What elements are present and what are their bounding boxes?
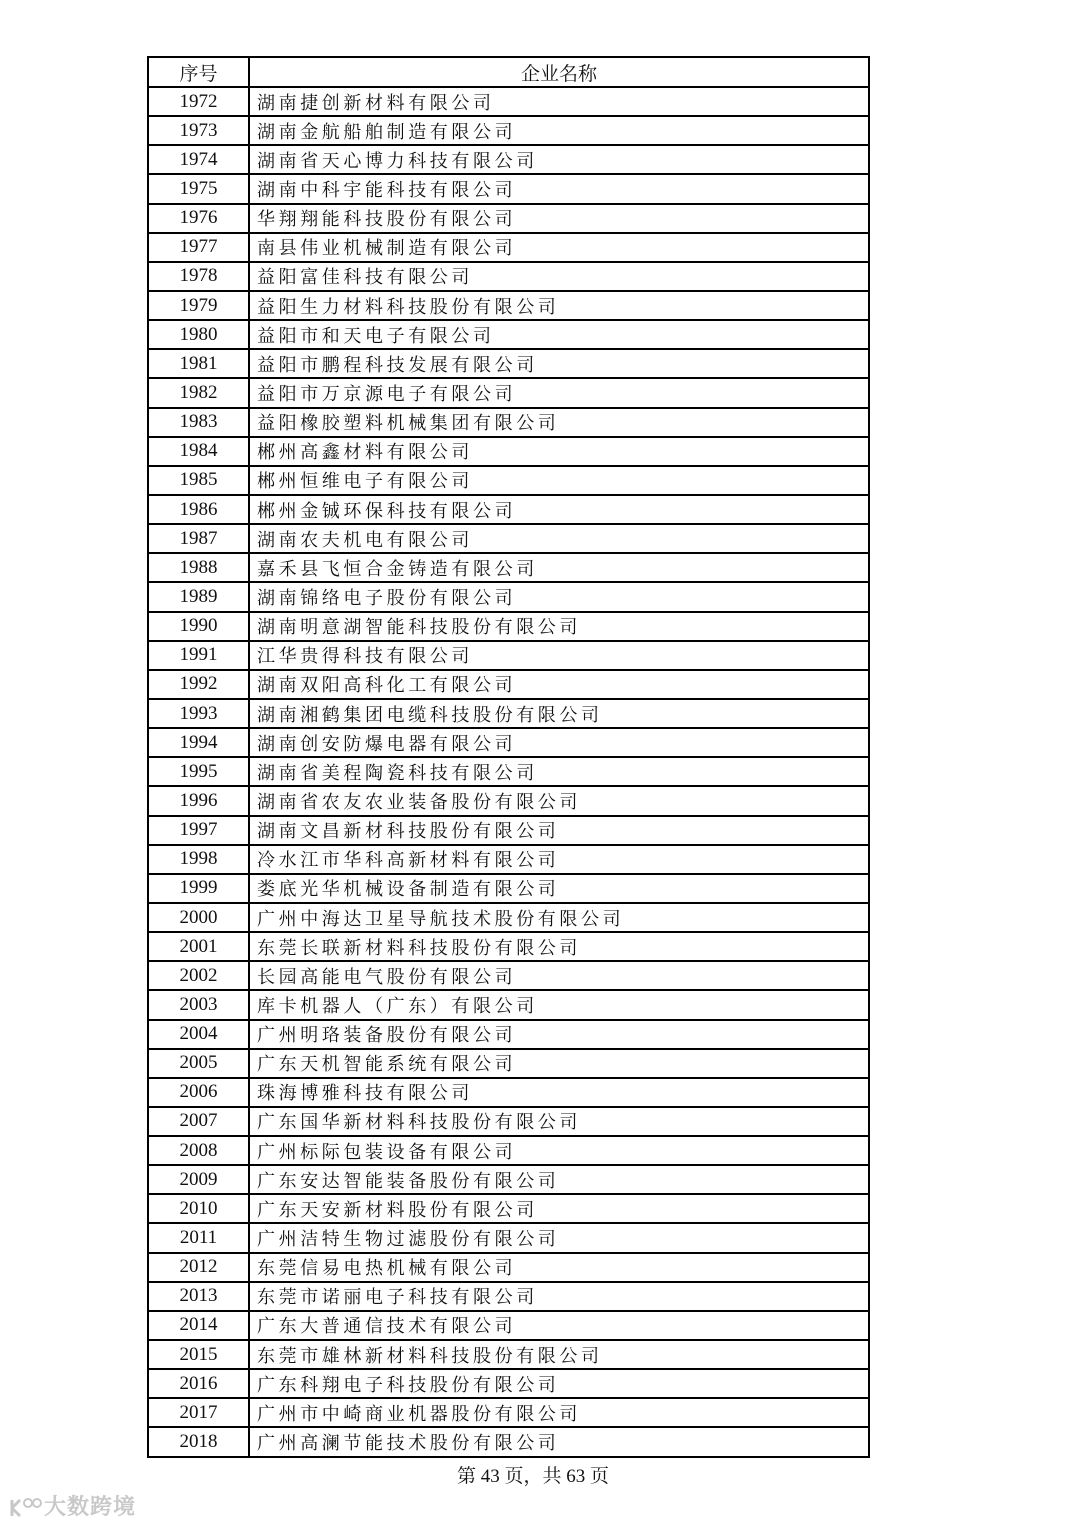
row-company-name: 嘉禾县飞恒合金铸造有限公司 xyxy=(249,553,869,582)
table-row xyxy=(148,262,869,291)
table-row xyxy=(148,612,869,641)
table-row xyxy=(148,1136,869,1165)
table-row xyxy=(148,495,869,524)
row-index: 1980 xyxy=(148,320,249,349)
row-company-name: 湖南捷创新材料有限公司 xyxy=(249,87,869,116)
row-index: 2009 xyxy=(148,1165,249,1194)
row-company-name: 郴州恒维电子有限公司 xyxy=(249,466,869,495)
row-company-name: 湖南中科宇能科技有限公司 xyxy=(249,174,869,203)
row-index: 1991 xyxy=(148,641,249,670)
row-company-name: 广东天安新材料股份有限公司 xyxy=(249,1194,869,1223)
row-index: 1975 xyxy=(148,174,249,203)
row-index: 1999 xyxy=(148,874,249,903)
row-index: 2016 xyxy=(148,1369,249,1398)
table-row xyxy=(148,1369,869,1398)
row-index: 1995 xyxy=(148,757,249,786)
row-company-name: 郴州金铖环保科技有限公司 xyxy=(249,495,869,524)
row-company-name: 益阳橡胶塑料机械集团有限公司 xyxy=(249,408,869,437)
row-company-name: 广州洁特生物过滤股份有限公司 xyxy=(249,1223,869,1252)
table-row xyxy=(148,961,869,990)
row-company-name: 湖南省天心博力科技有限公司 xyxy=(249,145,869,174)
row-index: 1983 xyxy=(148,408,249,437)
table-row xyxy=(148,291,869,320)
table-row xyxy=(148,582,869,611)
table-row xyxy=(148,1107,869,1136)
table-row xyxy=(148,116,869,145)
table-row xyxy=(148,845,869,874)
row-company-name: 东莞市诺丽电子科技有限公司 xyxy=(249,1282,869,1311)
row-index: 2011 xyxy=(148,1223,249,1252)
row-company-name: 江华贵得科技有限公司 xyxy=(249,641,869,670)
row-company-name: 湖南湘鹤集团电缆科技股份有限公司 xyxy=(249,699,869,728)
row-index: 1986 xyxy=(148,495,249,524)
row-company-name: 库卡机器人（广东）有限公司 xyxy=(249,990,869,1019)
table-row xyxy=(148,757,869,786)
row-index: 1994 xyxy=(148,728,249,757)
row-index: 1989 xyxy=(148,582,249,611)
table-row xyxy=(148,786,869,815)
table-row xyxy=(148,932,869,961)
watermark xyxy=(8,1490,136,1521)
row-company-name: 广州明珞装备股份有限公司 xyxy=(249,1020,869,1049)
table-row xyxy=(148,349,869,378)
table-row xyxy=(148,816,869,845)
row-company-name: 广东安达智能装备股份有限公司 xyxy=(249,1165,869,1194)
row-company-name: 湖南双阳高科化工有限公司 xyxy=(249,670,869,699)
row-index: 1992 xyxy=(148,670,249,699)
row-index: 1998 xyxy=(148,845,249,874)
header-index: 序号 xyxy=(148,57,249,87)
row-company-name: 广州高澜节能技术股份有限公司 xyxy=(249,1427,869,1456)
row-index: 1988 xyxy=(148,553,249,582)
row-index: 1977 xyxy=(148,233,249,262)
row-index: 1984 xyxy=(148,437,249,466)
row-index: 1979 xyxy=(148,291,249,320)
table-row xyxy=(148,641,869,670)
table-row xyxy=(148,1282,869,1311)
table-row xyxy=(148,670,869,699)
row-index: 2015 xyxy=(148,1340,249,1369)
row-company-name: 湖南省美程陶瓷科技有限公司 xyxy=(249,757,869,786)
row-company-name: 益阳市和天电子有限公司 xyxy=(249,320,869,349)
watermark-text: 大数跨境 xyxy=(44,1495,137,1520)
table-row xyxy=(148,174,869,203)
row-index: 2002 xyxy=(148,961,249,990)
table-row xyxy=(148,990,869,1019)
table-header-row xyxy=(148,57,869,87)
table-row xyxy=(148,408,869,437)
row-company-name: 华翔翔能科技股份有限公司 xyxy=(249,204,869,233)
page-number: 第 43 页，共 63 页 xyxy=(457,1466,610,1487)
header-name: 企业名称 xyxy=(249,57,869,87)
table-row xyxy=(148,437,869,466)
row-company-name: 南县伟业机械制造有限公司 xyxy=(249,233,869,262)
row-index: 2006 xyxy=(148,1078,249,1107)
table-row xyxy=(148,320,869,349)
row-index: 1985 xyxy=(148,466,249,495)
row-company-name: 湖南锦络电子股份有限公司 xyxy=(249,582,869,611)
row-index: 2014 xyxy=(148,1311,249,1340)
table-row xyxy=(148,524,869,553)
row-company-name: 湖南创安防爆电器有限公司 xyxy=(249,728,869,757)
row-company-name: 广州标际包装设备有限公司 xyxy=(249,1136,869,1165)
row-company-name: 湖南农夫机电有限公司 xyxy=(249,524,869,553)
table-row xyxy=(148,903,869,932)
table-row xyxy=(148,1340,869,1369)
table-row xyxy=(148,1311,869,1340)
row-index: 1982 xyxy=(148,378,249,407)
row-index: 1972 xyxy=(148,87,249,116)
row-company-name: 东莞长联新材料科技股份有限公司 xyxy=(249,932,869,961)
row-index: 1976 xyxy=(148,204,249,233)
row-company-name: 广州市中崎商业机器股份有限公司 xyxy=(249,1398,869,1427)
row-company-name: 广东国华新材料科技股份有限公司 xyxy=(249,1107,869,1136)
row-index: 1978 xyxy=(148,262,249,291)
table-row xyxy=(148,1078,869,1107)
row-company-name: 冷水江市华科高新材料有限公司 xyxy=(249,845,869,874)
row-company-name: 东莞信易电热机械有限公司 xyxy=(249,1253,869,1282)
table-row xyxy=(148,466,869,495)
brand-logo-icon xyxy=(8,1496,44,1520)
row-company-name: 益阳市鹏程科技发展有限公司 xyxy=(249,349,869,378)
row-company-name: 郴州高鑫材料有限公司 xyxy=(249,437,869,466)
row-company-name: 珠海博雅科技有限公司 xyxy=(249,1078,869,1107)
row-index: 1993 xyxy=(148,699,249,728)
row-index: 1987 xyxy=(148,524,249,553)
row-company-name: 湖南省农友农业装备股份有限公司 xyxy=(249,786,869,815)
row-index: 2004 xyxy=(148,1020,249,1049)
row-index: 1996 xyxy=(148,786,249,815)
table-body xyxy=(148,87,869,1457)
table-row xyxy=(148,1049,869,1078)
row-company-name: 广州中海达卫星导航技术股份有限公司 xyxy=(249,903,869,932)
row-index: 2013 xyxy=(148,1282,249,1311)
row-index: 1973 xyxy=(148,116,249,145)
row-index: 1981 xyxy=(148,349,249,378)
row-index: 2003 xyxy=(148,990,249,1019)
row-index: 2017 xyxy=(148,1398,249,1427)
table-row xyxy=(148,1020,869,1049)
table-row xyxy=(148,87,869,116)
row-company-name: 东莞市雄林新材料科技股份有限公司 xyxy=(249,1340,869,1369)
row-company-name: 长园高能电气股份有限公司 xyxy=(249,961,869,990)
row-company-name: 益阳市万京源电子有限公司 xyxy=(249,378,869,407)
row-index: 1974 xyxy=(148,145,249,174)
table-row xyxy=(148,204,869,233)
table-row xyxy=(148,1253,869,1282)
row-index: 2018 xyxy=(148,1427,249,1456)
table-row xyxy=(148,728,869,757)
row-company-name: 广东天机智能系统有限公司 xyxy=(249,1049,869,1078)
row-index: 1990 xyxy=(148,612,249,641)
table-row xyxy=(148,378,869,407)
row-index: 2012 xyxy=(148,1253,249,1282)
table-row xyxy=(148,145,869,174)
row-company-name: 广东大普通信技术有限公司 xyxy=(249,1311,869,1340)
table-row xyxy=(148,874,869,903)
table-row xyxy=(148,553,869,582)
row-company-name: 益阳生力材料科技股份有限公司 xyxy=(249,291,869,320)
table-row xyxy=(148,1398,869,1427)
table-row xyxy=(148,1194,869,1223)
row-company-name: 湖南金航船舶制造有限公司 xyxy=(249,116,869,145)
table-row xyxy=(148,699,869,728)
row-index: 2007 xyxy=(148,1107,249,1136)
table-row xyxy=(148,1165,869,1194)
row-company-name: 广东科翔电子科技股份有限公司 xyxy=(249,1369,869,1398)
row-index: 2001 xyxy=(148,932,249,961)
row-index: 1997 xyxy=(148,816,249,845)
row-index: 2005 xyxy=(148,1049,249,1078)
row-company-name: 娄底光华机械设备制造有限公司 xyxy=(249,874,869,903)
enterprise-table xyxy=(147,56,870,1458)
row-index: 2010 xyxy=(148,1194,249,1223)
row-company-name: 益阳富佳科技有限公司 xyxy=(249,262,869,291)
table-row xyxy=(148,1223,869,1252)
row-index: 2008 xyxy=(148,1136,249,1165)
table-row xyxy=(148,1427,869,1456)
row-index: 2000 xyxy=(148,903,249,932)
row-company-name: 湖南明意湖智能科技股份有限公司 xyxy=(249,612,869,641)
row-company-name: 湖南文昌新材科技股份有限公司 xyxy=(249,816,869,845)
table-row xyxy=(148,233,869,262)
